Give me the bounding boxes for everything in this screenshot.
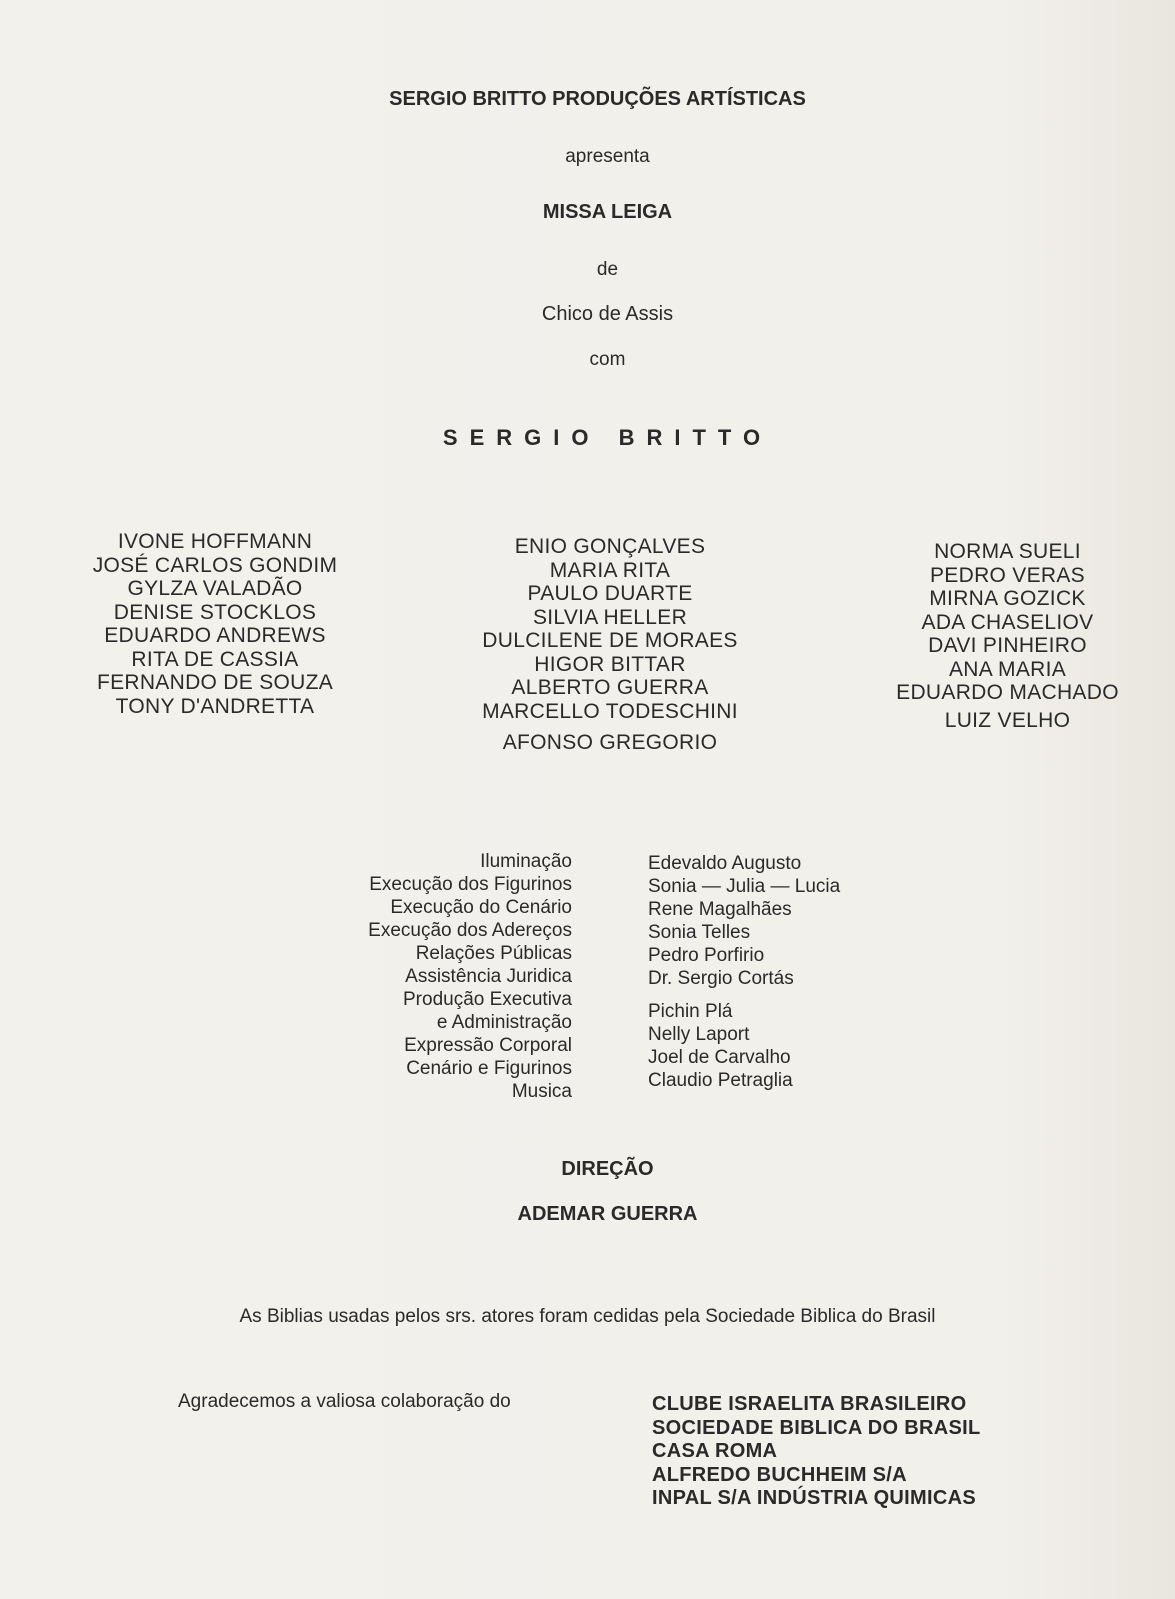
de-text: de [596, 259, 619, 280]
sponsor-name: ALFREDO BUCHHEIM S/A [652, 1463, 907, 1486]
direction-label: DIREÇÃO [561, 1158, 654, 1180]
director-name: ADEMAR GUERRA [517, 1203, 698, 1225]
crew-name: Pedro Porfirio [648, 945, 765, 966]
crew-name: Dr. Sergio Cortás [648, 968, 794, 989]
cast-member: TONY D'ANDRETTA [115, 694, 315, 718]
sponsor-name: CASA ROMA [652, 1440, 778, 1462]
sponsor-name: INPAL S/A INDÚSTRIA QUIMICAS [652, 1487, 976, 1509]
crew-name: Rene Magalhães [648, 899, 792, 920]
cast-member: PAULO DUARTE [527, 582, 693, 605]
cast-member: PEDRO VERAS [929, 563, 1085, 587]
cast-member: DENISE STOCKLOS [113, 600, 317, 624]
crew-role: Expressão Corporal [404, 1035, 572, 1056]
crew-role: Execução dos Adereços [368, 920, 572, 941]
crew-role: Assistência Juridica [405, 966, 572, 987]
author-name: Chico de Assis [541, 303, 674, 325]
crew-role: Relações Públicas [415, 943, 572, 964]
cast-member: HIGOR BITTAR [534, 652, 686, 676]
cast-member: MARCELLO TODESCHINI [482, 699, 738, 723]
crew-name: Edevaldo Augusto [648, 853, 802, 874]
cast-member: EDUARDO MACHADO [896, 681, 1119, 704]
cast-member: MIRNA GOZICK [929, 587, 1086, 610]
play-title: MISSA LEIGA [542, 201, 673, 223]
cast-member: GYLZA VALADÃO [127, 577, 303, 600]
cast-member: FERNANDO DE SOUZA [96, 671, 334, 694]
cast-member: JOSÉ CARLOS GONDIM [92, 553, 338, 577]
cast-member: IVONE HOFFMANN [117, 530, 313, 553]
crew-role: Execução dos Figurinos [369, 874, 572, 895]
cast-member: NORMA SUELI [934, 540, 1081, 563]
sponsor-name: SOCIEDADE BIBLICA DO BRASIL [652, 1416, 981, 1439]
cast-column-3 [880, 540, 1135, 732]
crew-role: Iluminação [480, 851, 572, 872]
cast-member: DAVI PINHEIRO [928, 634, 1087, 657]
crew-name: Pichin Plá [648, 1001, 733, 1022]
cast-member: ENIO GONÇALVES [514, 535, 706, 558]
crew-names [648, 852, 968, 1092]
producer-heading: SERGIO BRITTO PRODUÇÕES ARTÍSTICAS [389, 88, 806, 110]
crew-roles [300, 850, 572, 1103]
crew-role: Musica [511, 1081, 572, 1102]
crew-role: Cenário e Figurinos [406, 1058, 572, 1079]
crew-role: Produção Executiva [403, 989, 572, 1010]
cast-column-1 [80, 530, 350, 718]
cast-member: MARIA RITA [549, 558, 671, 582]
cast-member: EDUARDO ANDREWS [104, 624, 326, 647]
crew-name: Joel de Carvalho [648, 1047, 791, 1068]
crew-name: Sonia — Julia — Lucia [648, 876, 841, 897]
cast-member: RITA DE CASSIA [131, 647, 299, 671]
cast-column-2 [460, 535, 760, 755]
crew-name: Nelly Laport [648, 1024, 750, 1045]
crew-role: e Administração [436, 1012, 572, 1033]
sponsor-name: CLUBE ISRAELITA BRASILEIRO [652, 1393, 967, 1415]
apresenta-text: apresenta [565, 146, 650, 167]
cast-member: ALBERTO GUERRA [511, 676, 709, 699]
cast-member: ADA CHASELIOV [921, 610, 1094, 634]
sponsor-list [652, 1393, 980, 1511]
cast-member: LUIZ VELHO [944, 708, 1071, 732]
cast-member: ANA MARIA [948, 657, 1067, 681]
cast-member: SILVIA HELLER [532, 605, 688, 629]
star-name: SERGIO BRITTO [442, 425, 773, 450]
bibles-note: As Biblias usadas pelos srs. atores foram cedidas pela Sociedade Biblica do Brasil [239, 1306, 936, 1327]
crew-name: Claudio Petraglia [648, 1070, 793, 1091]
crew-name: Sonia Telles [648, 922, 751, 943]
thanks-label: Agradecemos a valiosa colaboração do [178, 1391, 511, 1412]
cast-member: DULCILENE DE MORAES [482, 629, 738, 652]
com-text: com [589, 349, 626, 370]
cast-member: AFONSO GREGORIO [502, 731, 718, 754]
crew-role: Execução do Cenário [390, 897, 572, 918]
